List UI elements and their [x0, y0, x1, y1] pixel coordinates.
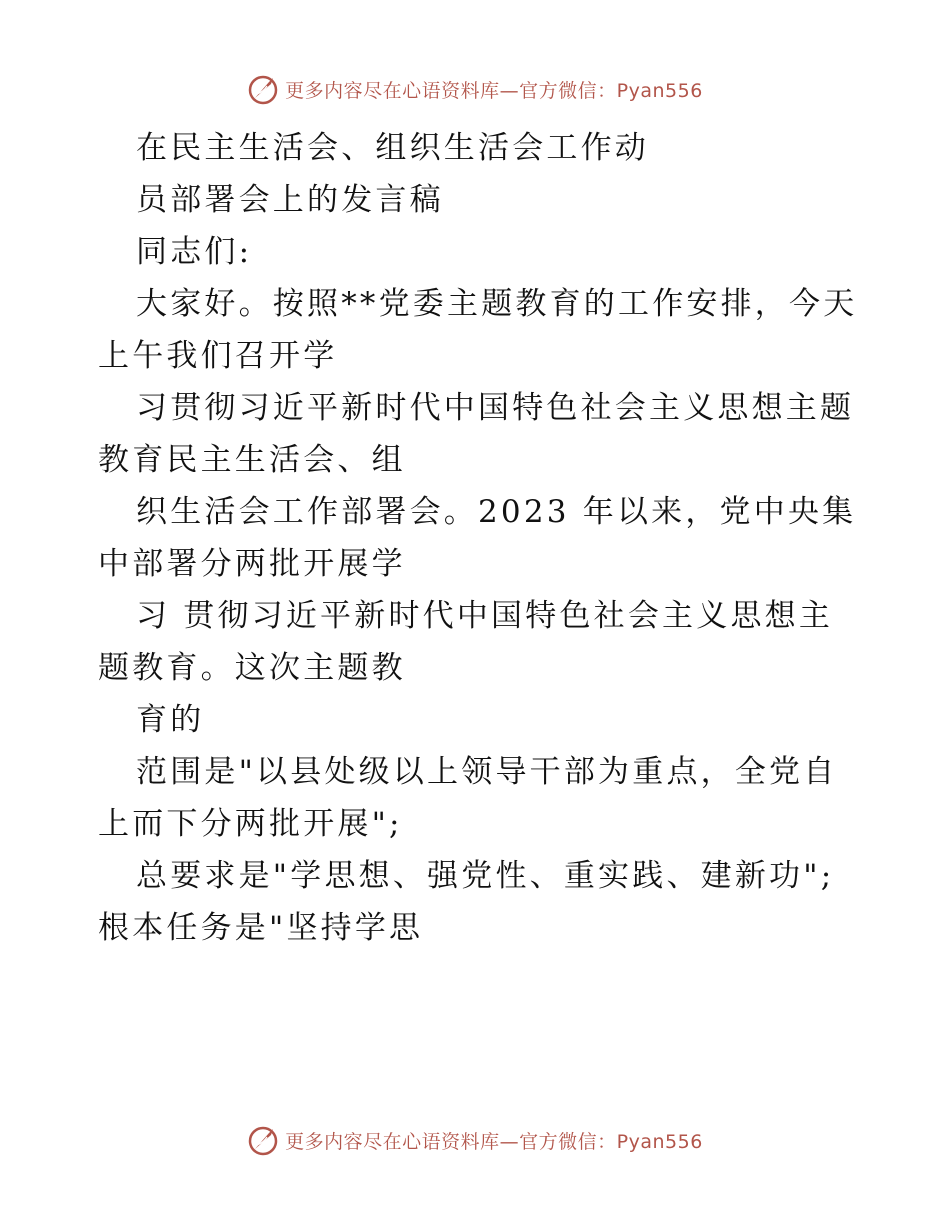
- footer-watermark: [0, 1123, 950, 1157]
- text-line: 习贯彻习近平新时代中国特色社会主义思想主题: [136, 390, 855, 426]
- text-line: 同志们:: [136, 234, 253, 270]
- quill-pen-logo-icon: [247, 1123, 281, 1157]
- text-line: 上而下分两批开展";: [98, 806, 403, 842]
- quill-pen-logo-icon: [247, 72, 281, 106]
- header-watermark: [0, 72, 950, 106]
- text-line: 育的: [136, 702, 205, 738]
- text-line: 大家好。按照**党委主题教育的工作安排，今天: [136, 286, 858, 322]
- text-line: 习 贯彻习近平新时代中国特色社会主义思想主: [136, 598, 834, 634]
- watermark-text: 更多内容尽在心语资料库—官方微信：Pyan556: [285, 79, 703, 102]
- text-line: 在民主生活会、组织生活会工作动: [136, 130, 649, 166]
- watermark-text: 更多内容尽在心语资料库—官方微信：Pyan556: [285, 1130, 703, 1153]
- text-line: 教育民主生活会、组: [98, 442, 406, 478]
- text-line: 总要求是"学思想、强党性、重实践、建新功";: [136, 858, 835, 894]
- text-line: 上午我们召开学: [98, 338, 338, 374]
- text-line: 员部署会上的发言稿: [136, 182, 444, 218]
- text-line: 题教育。这次主题教: [98, 650, 406, 686]
- document-body: [98, 122, 858, 954]
- text-line: 织生活会工作部署会。2023 年以来，党中央集: [136, 494, 857, 530]
- text-line: 根本任务是"坚持学思: [98, 910, 424, 946]
- text-line: 中部署分两批开展学: [98, 546, 406, 582]
- text-line: 范围是"以县处级以上领导干部为重点，全党自: [136, 754, 838, 790]
